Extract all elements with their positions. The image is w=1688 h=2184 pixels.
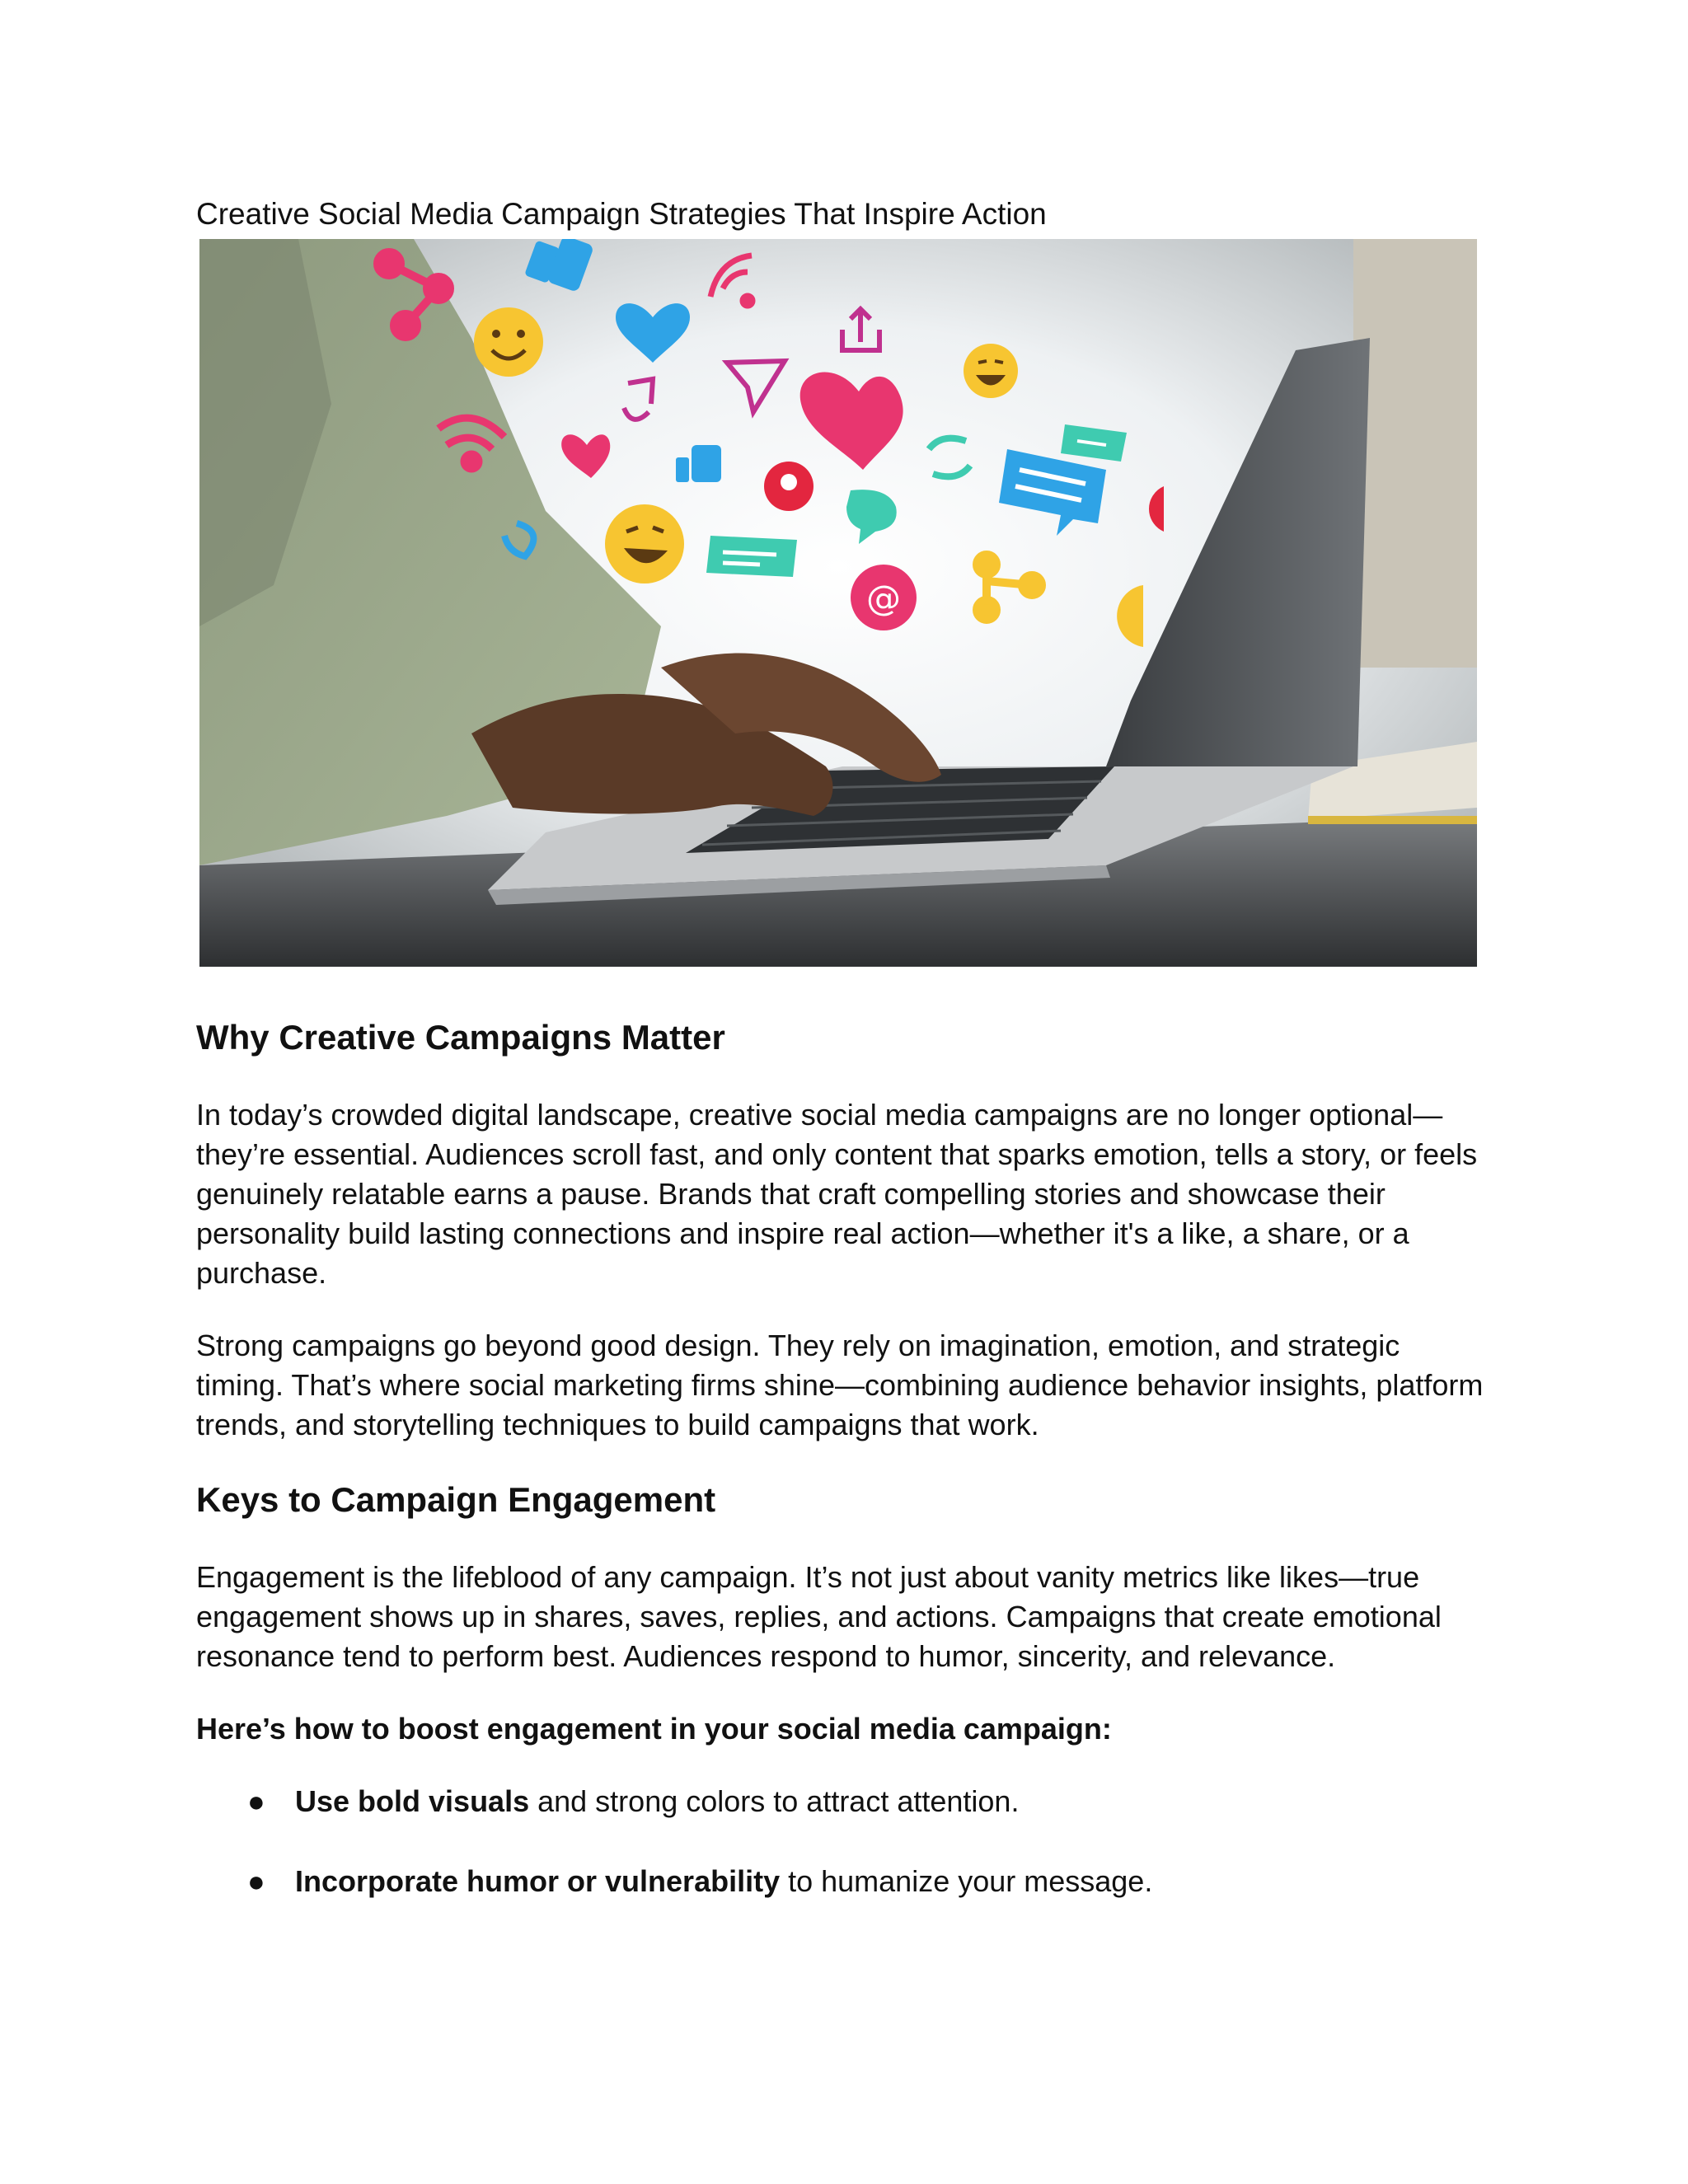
svg-text:@: @ <box>866 578 901 618</box>
list-item <box>196 1862 1492 1901</box>
section-heading-why: Why Creative Campaigns Matter <box>196 1018 725 1057</box>
smiley-icon <box>474 307 543 377</box>
list-item-bold: Incorporate humor or vulnerability <box>295 1864 781 1898</box>
bullet-marker: ● <box>247 1784 265 1818</box>
paragraph: Engagement is the lifeblood of any campaign. It’s not just about vanity metrics like likes—true engagement shows up in shares, saves, replies, and actions. Campaigns that create emotional resonance tend to perform best. Audiences respond to humor, sincerity, and relevance. <box>196 1560 1442 1673</box>
at-sign-icon <box>851 565 917 630</box>
emoji-laugh-icon <box>964 344 1018 398</box>
paragraph: In today’s crowded digital landscape, creative social media campaigns are no longer optional—they’re essential. Audiences scroll fast, and only content that sparks emotion, tells a story, or feels genuinely relatable earns a pause. Brands that craft compelling stories and showcase their personality build lasting connections and inspire real action—whether it's a like, a share, or a purchase. <box>196 1098 1478 1290</box>
emoji-laugh-icon <box>605 504 684 583</box>
list-item-rest: and strong colors to attract attention. <box>529 1784 1020 1818</box>
list-item <box>196 1782 1492 1821</box>
list-item-rest: to humanize your message. <box>780 1864 1153 1898</box>
list-intro: Here’s how to boost engagement in your social media campaign: <box>196 1712 1112 1746</box>
chat-bubble-icon <box>706 536 797 577</box>
list-item-text <box>295 1782 1019 1821</box>
paragraph: Strong campaigns go beyond good design. They rely on imagination, emotion, and strategic timing. That’s where social marketing firms shine—combining audience behavior insights, platform trends, and storytelling techniques to build campaigns that work. <box>196 1329 1484 1441</box>
bullet-marker: ● <box>247 1864 265 1898</box>
section-heading-keys: Keys to Campaign Engagement <box>196 1480 716 1519</box>
list-item-bold: Use bold visuals <box>295 1784 530 1818</box>
document-title: Creative Social Media Campaign Strategies That Inspire Action <box>196 197 1047 231</box>
location-pin-icon <box>764 462 814 511</box>
list-item-text <box>295 1862 1152 1901</box>
hero-image <box>199 239 1477 967</box>
